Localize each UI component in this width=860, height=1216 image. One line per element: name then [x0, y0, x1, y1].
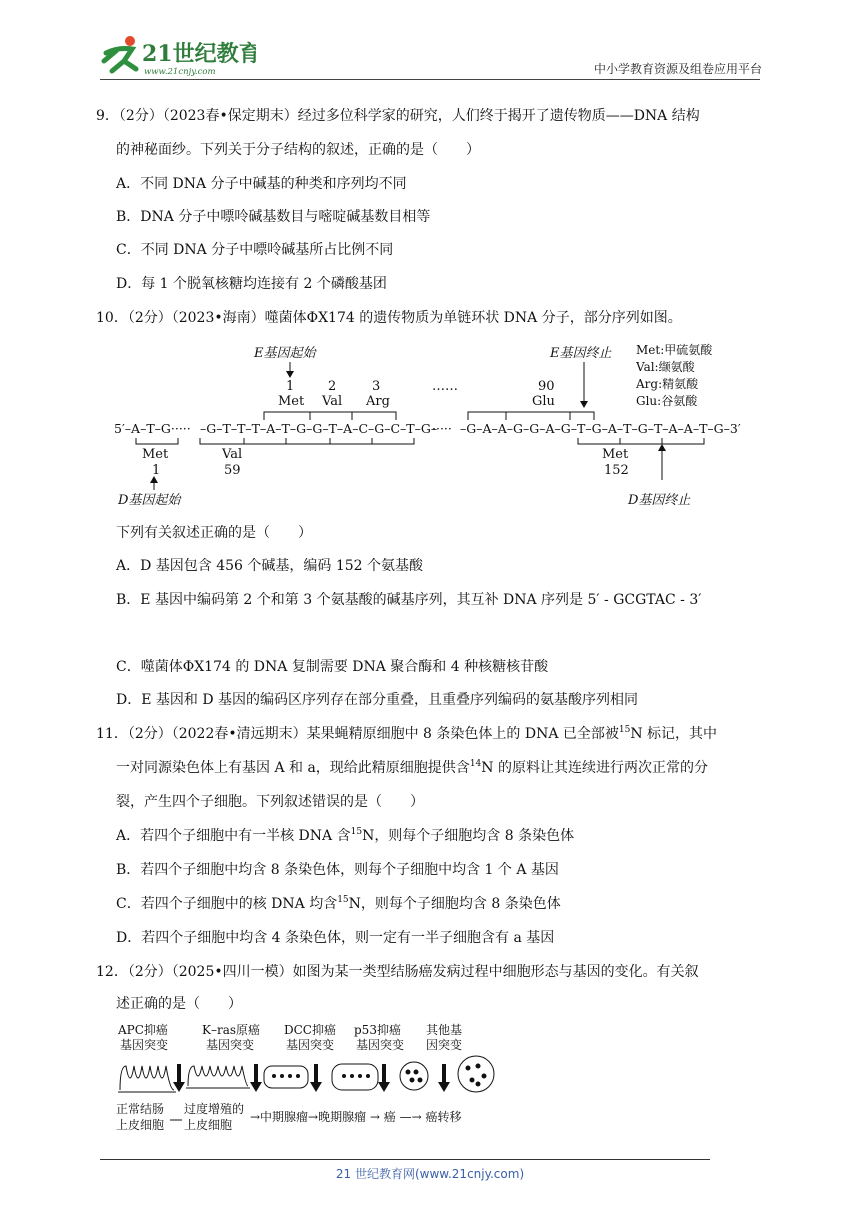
q10-option-a[interactable]: A．D 基因包含 456 个碱基，编码 152 个氨基酸	[116, 558, 424, 574]
legend-met: Met:甲硫氨酸	[636, 343, 713, 357]
q10-option-d[interactable]: D．E 基因和 D 基因的编码区序列存在部分重叠，且重叠序列编码的氨基酸序列相同	[116, 692, 639, 708]
seq-dots: ·····	[432, 421, 452, 436]
gene-label-kras-2: 基因突变	[206, 1038, 255, 1052]
normal-epithelium	[120, 1066, 174, 1090]
legend-arg: Arg:精氨酸	[636, 377, 699, 391]
top-num-3: 3	[372, 379, 381, 394]
colon-cancer-figure	[116, 1020, 508, 1136]
header-divider	[100, 79, 760, 80]
arrow-dcc	[310, 1064, 322, 1092]
top-num-90: 90	[538, 379, 555, 394]
e-gene-start-label: E基因起始	[254, 346, 316, 361]
q11-stem-line1: 11．（2分）（2022春•清远期末）某果蝇精原细胞中 8 条染色体上的 DNA 已全部被$^{15}$N 标记，其中	[96, 725, 718, 742]
q9-option-d[interactable]: D．每 1 个脱氧核糖均连接有 2 个磷酸基团	[116, 276, 387, 292]
e-gene-end-label: E基因终止	[550, 346, 612, 361]
q11-stem-line2: 一对同源染色体上有基因 A 和 a，现给此精原细胞提供含$^{14}$N 的原料让其连续进行两次正常的分	[116, 759, 708, 776]
stage-hyper-1: 过度增殖的	[184, 1102, 245, 1116]
footer-divider	[100, 1159, 710, 1160]
mid-adenoma	[264, 1066, 308, 1088]
arrow-kras	[250, 1064, 262, 1092]
gene-label-dcc-1: DCC抑癌	[284, 1023, 336, 1037]
seq-left: 5′–A–T–G·····	[114, 421, 191, 436]
q10-prompt: 下列有关叙述正确的是（ ）	[116, 525, 312, 541]
bot-num-59: 59	[224, 463, 241, 478]
q11-option-c[interactable]: C．若四个子细胞中的核 DNA 均含$^{15}$N，则每个子细胞均含 8 条染色体	[116, 895, 561, 912]
stage-normal-1: 正常结肠	[116, 1102, 165, 1116]
gene-label-other-1: 其他基	[426, 1023, 463, 1037]
legend-glu: Glu:谷氨酸	[636, 394, 698, 408]
q11-stem-line3: 裂，产生四个子细胞。下列叙述错误的是（ ）	[116, 794, 424, 810]
gene-label-other-2: 因突变	[426, 1038, 463, 1052]
q10-option-b[interactable]: B．E 基因中编码第 2 个和第 3 个氨基酸的碱基序列，其互补 DNA 序列是 5′ - GCGTAC - 3′	[116, 592, 702, 608]
dots-top: ……	[432, 379, 458, 394]
stage-progression: →中期腺瘤→晚期腺瘤 → 癌 —→ 癌转移	[250, 1110, 462, 1124]
q11-option-b[interactable]: B．若四个子细胞中均含 8 条染色体，则每个子细胞中均含 1 个 A 基因	[116, 862, 559, 878]
arrow-apc	[173, 1064, 185, 1092]
top-aa-met: Met	[278, 394, 305, 409]
gene-label-kras-1: K–ras原癌	[202, 1023, 261, 1037]
top-aa-arg: Arg	[366, 394, 390, 409]
gene-label-p53-2: 基因突变	[356, 1038, 405, 1052]
gene-label-apc-2: 基因突变	[120, 1038, 169, 1052]
q9-option-a[interactable]: A．不同 DNA 分子中碱基的种类和序列均不同	[116, 176, 407, 192]
late-adenoma	[332, 1064, 378, 1090]
gene-label-p53-1: p53抑癌	[354, 1023, 401, 1037]
site-logo	[96, 33, 256, 79]
q10-stem: 10．（2分）（2023•海南）噬菌体ΦX174 的遗传物质为单链环状 DNA 分子，部分序列如图。	[96, 310, 682, 326]
q9-stem-line1: 9．（2分）（2023春•保定期末）经过多位科学家的研究，人们终于揭开了遗传物质——DNA 结构	[96, 108, 700, 124]
bot-aa-met-152: Met	[602, 447, 629, 462]
gene-label-apc-1: APC抑癌	[118, 1023, 168, 1037]
runner-icon	[104, 36, 136, 71]
q11-option-d[interactable]: D．若四个子细胞中均含 4 条染色体，则一定有一半子细胞含有 a 基因	[116, 930, 555, 946]
legend-val: Val:缬氨酸	[636, 360, 695, 374]
top-num-1: 1	[286, 379, 295, 394]
q12-stem-line1: 12．（2分）（2025•四川一模）如图为某一类型结肠癌发病过程中细胞形态与基因的变化。有关叙	[96, 964, 699, 980]
hyperplastic-epithelium	[188, 1066, 248, 1086]
gene-label-dcc-2: 基因突变	[286, 1038, 335, 1052]
stage-normal-2: 上皮细胞	[116, 1118, 165, 1132]
q9-option-c[interactable]: C．不同 DNA 分子中嘌呤碱基所占比例不同	[116, 242, 394, 258]
metastasis	[458, 1056, 494, 1092]
bot-aa-val: Val	[222, 447, 243, 462]
bot-aa-met: Met	[142, 447, 169, 462]
dna-sequence-figure	[114, 340, 750, 514]
header-platform-text: 中小学教育资源及组卷应用平台	[593, 62, 762, 76]
q10-option-c[interactable]: C．噬菌体ΦX174 的 DNA 复制需要 DNA 聚合酶和 4 种核糖核苷酸	[116, 659, 549, 675]
q12-stem-line2: 述正确的是（ ）	[116, 996, 242, 1012]
top-num-2: 2	[328, 379, 337, 394]
cancer	[400, 1062, 428, 1090]
d-gene-end-label: D基因终止	[628, 493, 691, 508]
stage-hyper-2: 上皮细胞	[184, 1118, 233, 1132]
q11-option-a[interactable]: A．若四个子细胞中有一半核 DNA 含$^{15}$N，则每个子细胞均含 8 条染色体	[116, 827, 575, 844]
d-gene-start-label: D基因起始	[118, 493, 181, 508]
q9-option-b[interactable]: B．DNA 分子中嘌呤碱基数目与嘧啶碱基数目相等	[116, 209, 431, 225]
svg-text:www.21cnjy.com: www.21cnjy.com	[144, 67, 216, 77]
arrow-other	[438, 1064, 450, 1092]
seq-mid: –G–T–T–T–A–T–G–G–T–A–C–G–C–T–G–	[200, 421, 438, 436]
seq-right: –G–A–A–G–G–A–G–T–G–A–T–G–T–A–A–T–G–3′	[460, 421, 741, 436]
bot-num-1: 1	[152, 463, 161, 478]
top-aa-glu: Glu	[532, 394, 555, 409]
footer-text[interactable]: 21 世纪教育网(www.21cnjy.com)	[335, 1167, 525, 1181]
q9-stem-line2: 的神秘面纱。下列关于分子结构的叙述，正确的是（ ）	[116, 142, 480, 158]
svg-text:21世纪教育: 21世纪教育	[142, 41, 256, 67]
bot-num-152: 152	[604, 463, 629, 478]
arrow-p53	[378, 1064, 390, 1092]
top-aa-val: Val	[322, 394, 343, 409]
